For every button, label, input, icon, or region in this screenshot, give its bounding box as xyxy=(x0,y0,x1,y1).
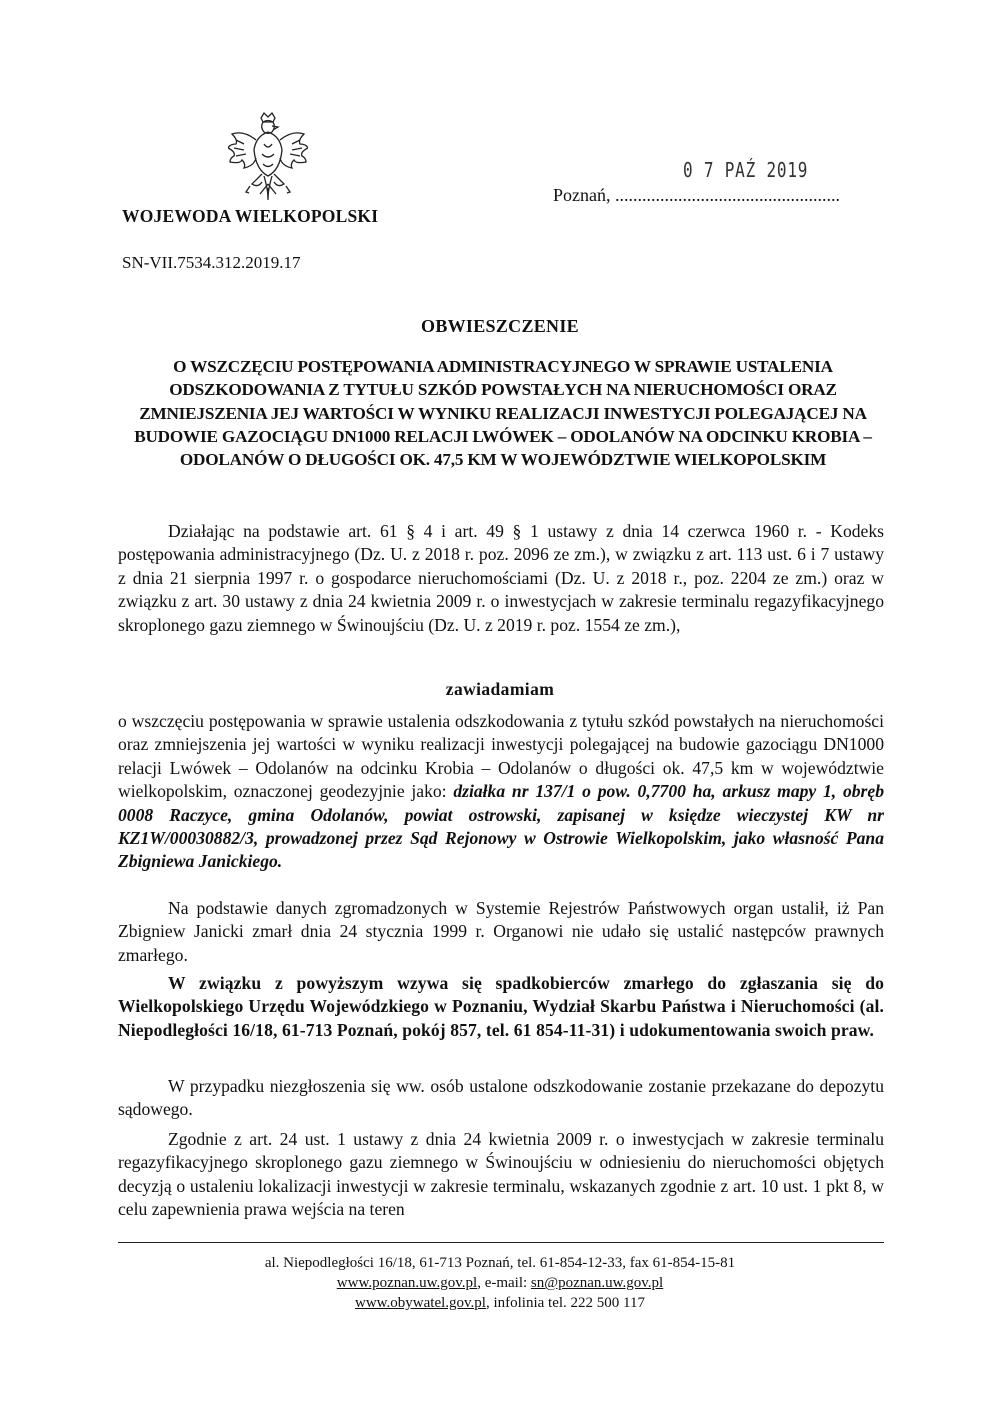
obywatel-link[interactable]: www.obywatel.gov.pl xyxy=(355,1295,486,1311)
hotline-text: , infolinia tel. 222 500 117 xyxy=(485,1295,645,1311)
announcement-heading: zawiadamiam xyxy=(445,679,555,699)
notice-paragraph xyxy=(118,710,884,874)
property-description: działka nr 137/1 o pow. 0,7700 ha, arkusz mapy 1, obręb 0008 Raczyce, gmina Odolanów, powiat ostrowski, zapisanej w księdze wieczystej KW nr KZ1W/00030882/3, prowadzonej przez Sąd Rejonowy w Ostrowie Wielkopolskim, jako własność Pana Zbigniewa Janickiego. xyxy=(118,781,884,872)
document-title: OBWIESZCZENIE xyxy=(421,316,579,336)
footer xyxy=(0,1253,1000,1313)
authority-name: WOJEWODA WIELKOPOLSKI xyxy=(122,206,379,226)
footer-contact-line xyxy=(0,1273,1000,1293)
footer-divider xyxy=(118,1242,884,1243)
document-subject: O WSZCZĘCIU POSTĘPOWANIA ADMINISTRACYJNEGO W SPRAWIE USTALENIA ODSZKODOWANIA Z TYTUŁU SZKÓD POWSTAŁYCH NA NIERUCHOMOŚCI ORAZ ZMNIEJSZENIA JEJ WARTOŚCI W WYNIKU REALIZACJI INWESTYCJI POLEGAJĄCEJ NA BUDOWIE GAZOCIĄGU DN1000 RELACJI LWÓWEK – ODOLANÓW NA ODCINKU KROBIA – ODOLANÓW O DŁUGOŚCI OK. 47,5 KM W WOJEWÓDZTWIE WIELKOPOLSKIM xyxy=(134,357,872,470)
email-link[interactable]: sn@poznan.uw.gov.pl xyxy=(530,1275,664,1291)
footer-address: al. Niepodległości 16/18, 61-713 Poznań, tel. 61-854-12-33, fax 61-854-15-81 xyxy=(264,1255,736,1271)
website-link[interactable]: www.poznan.uw.gov.pl xyxy=(336,1275,478,1291)
notice-intro-text: o wszczęciu postępowania w sprawie ustalenia odszkodowania z tytułu szkód powstałych na nieruchomości oraz zmniejszenia jej wartości w wyniku realizacji inwestycji polegającej na budowie gazociągu DN1000 relacji Lwówek – Odolanów na odcinku Krobia – Odolanów o długości ok. 47,5 km w województwie wielkopolskim, oznaczonej geodezyjnie jako: xyxy=(118,711,884,802)
heirs-info-paragraph: Na podstawie danych zgromadzonych w Systemie Rejestrów Państwowych organ ustalił, iż Pan Zbigniew Janicki zmarł dnia 24 stycznia 1999 r. Organowi nie udało się ustalić następców prawnych zmarłego. xyxy=(118,898,884,965)
polish-eagle-emblem xyxy=(228,110,308,202)
place-date-line: Poznań, .................................................. xyxy=(553,185,840,205)
reference-number: SN-VII.7534.312.2019.17 xyxy=(122,253,301,272)
deposit-paragraph: W przypadku niezgłoszenia się ww. osób ustalone odszkodowanie zostanie przekazane do depozytu sądowego. xyxy=(118,1076,884,1120)
footer-hotline-line xyxy=(0,1293,1000,1313)
legal-basis-paragraph: Działając na podstawie art. 61 § 4 i art. 49 § 1 ustawy z dnia 14 czerwca 1960 r. - Kodeks postępowania administracyjnego (Dz. U. z 2018 r. poz. 2096 ze zm.), w związku z art. 113 ust. 6 i 7 ustawy z dnia 21 sierpnia 1997 r. o gospodarce nieruchomościami (Dz. U. z 2018 r., poz. 2204 ze zm.) oraz w związku z art. 30 ustawy z dnia 24 kwietnia 2009 r. o inwestycjach w zakresie terminalu regazyfikacyjnego skroplonego gazu ziemnego w Świnoujściu (Dz. U. z 2019 r. poz. 1554 ze zm.), xyxy=(118,521,884,635)
email-label: , e-mail: xyxy=(477,1275,531,1291)
summons-paragraph: W związku z powyższym wzywa się spadkobierców zmarłego do zgłaszania się do Wielkopolskiego Urzędu Wojewódzkiego w Poznaniu, Wydział Skarbu Państwa i Nieruchomości (al. Niepodległości 16/18, 61-713 Poznań, pokój 857, tel. 61 854-11-31) i udokumentowania swoich praw. xyxy=(118,973,884,1040)
article-24-paragraph: Zgodnie z art. 24 ust. 1 ustawy z dnia 24 kwietnia 2009 r. o inwestycjach w zakresie terminalu regazyfikacyjnego skroplonego gazu ziemnego w Świnoujściu w odniesieniu do nieruchomości objętych decyzją o ustaleniu lokalizacji inwestycji w zakresie terminalu, wskazanych zgodnie z art. 10 ust. 1 pkt 8, w celu zapewnienia prawa wejścia na teren xyxy=(118,1129,884,1220)
date-stamp: 0 7 PAŹ 2019 xyxy=(683,158,809,182)
